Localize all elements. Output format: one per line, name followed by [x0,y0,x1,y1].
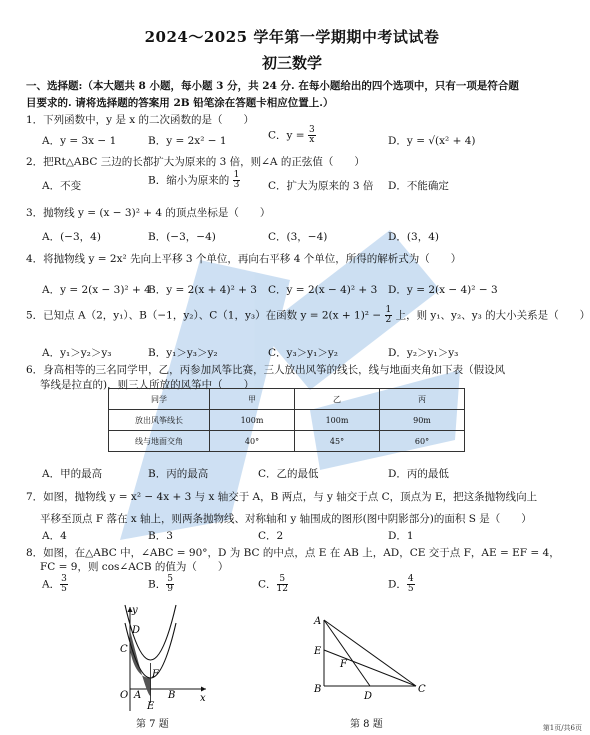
q8-option-d: D． $\frac{4}{5}$ [388,574,414,594]
segment-EC [324,650,416,686]
q6-stem-line1: 6．身高相等的三名同学甲，乙，丙参加风筝比赛，三人放出风筝的线长，线与地面夹角如下表（假设风 [26,364,506,376]
figure-7-parabolas [108,603,210,713]
label-A: A [134,690,142,701]
q4-stem: 4．将抛物线 y = 2x² 先向上平移 3 个单位，再向右平移 4 个单位，所得的解析式为（ ） [26,253,462,265]
q3-option-a: A．(−3，4) [42,231,101,243]
q1-option-b: B．y = 2x² − 1 [148,135,227,147]
q8-option-a: A． $\frac{3}{5}$ [42,574,67,594]
q1-option-c: C．y = $\frac{3}{x}$ [268,125,315,145]
q3-option-b: B．(−3，−4) [148,231,216,243]
x-axis-arrow-icon [201,687,206,692]
q3-option-c: C．(3，−4) [268,231,328,243]
label-F: F [152,669,159,680]
q2-option-d: D．不能确定 [388,180,449,192]
section-instructions-line1: 一、选择题:（本大题共 8 小题，每小题 3 分，共 24 分. 在每小题给出的四个选项中，只有一项是符合题 [26,80,519,92]
page-number: 第1页/共6页 [542,724,582,732]
q8-stem-line2: FC = 9，则 cos∠ACB 的值为（ ） [40,561,229,573]
q5-option-c: C．y₃＞y₁＞y₂ [268,347,338,359]
figure-8-caption: 第 8 题 [350,719,383,730]
q4-option-b: B．y = 2(x + 4)² + 3 [148,284,257,296]
q2-option-b: B．缩小为原来的 $\frac{1}{3}$ [148,170,240,190]
table-row: 同学 甲 乙 丙 [109,389,465,410]
label-E: E [314,646,322,657]
q3-stem: 3．抛物线 y = (x − 3)² + 4 的顶点坐标是（ ） [26,207,271,219]
q6-stem-line2: 筝线是拉直的)，则三人所放的风筝中（ ） [40,379,255,391]
exam-subtitle: 初三数学 [261,54,322,72]
q8-option-b: B． $\frac{5}{9}$ [148,574,173,594]
label-B: B [314,684,322,695]
q2-option-c: C．扩大为原来的 3 倍 [268,180,374,192]
label-B: B [168,690,176,701]
q6-option-d: D．丙的最低 [388,468,449,480]
label-C: C [418,684,426,695]
q6-option-a: A．甲的最高 [42,468,103,480]
table-row: 线与地面交角 40° 45° 60° [109,431,465,452]
q7-option-b: B．3 [148,530,173,542]
segment-AC [324,620,416,686]
q6-option-b: B．丙的最高 [148,468,209,480]
figure-8-triangle [312,610,428,704]
label-E: E [147,701,155,712]
q6-option-c: C．乙的最低 [258,468,319,480]
label-C: C [120,644,128,655]
q7-option-c: C．2 [258,530,284,542]
q4-option-d: D．y = 2(x − 4)² − 3 [388,284,498,296]
label-A: A [314,616,322,627]
q1-stem: 1．下列函数中，y 是 x 的二次函数的是（ ） [26,114,255,126]
label-F: F [340,659,347,670]
q1-option-d: D．y = √(x² + 4) [388,135,476,147]
q8-stem-line1: 8．如图，在△ABC 中，∠ABC = 90°，D 为 BC 的中点，点 E 在 AB 上，AD，CE 交于点 F，AE = EF = 4， [26,547,560,559]
q1-option-a: A．y = 3x − 1 [42,135,117,147]
shaded-region [130,630,151,696]
exam-title: 2024～2025 学年第一学期期中考试试卷 [144,28,440,46]
q5-option-d: D．y₂＞y₁＞y₃ [388,347,459,359]
q5-option-a: A．y₁＞y₂＞y₃ [42,347,112,359]
q7-stem-line2: 平移至顶点 F 落在 x 轴上，则两条抛物线、对称轴和 y 轴围成的图形(图中阴影部分)的面积 S 是（ ） [40,513,532,525]
label-O: O [120,690,129,701]
q2-option-a: A．不变 [42,180,82,192]
label-x: x [200,693,206,704]
q7-option-d: D．1 [388,530,414,542]
q4-option-c: C．y = 2(x − 4)² + 3 [268,284,378,296]
label-D: D [364,691,373,702]
q8-option-c: C． $\frac{5}{12}$ [258,574,288,594]
q4-option-a: A．y = 2(x − 3)² + 4 [42,284,151,296]
q5-stem: 5．已知点 A（2，y₁）、B（−1，y₂）、C（1，y₃）在函数 y = 2(x + 1)² − $\frac{1}{2}$ 上，则 y₁、y₂、y₃ 的大小关系是（ ） [26,305,590,325]
table-row: 放出风筝线长 100m 100m 90m [109,410,465,431]
q5-option-b: B．y₁＞y₃＞y₂ [148,347,218,359]
label-D: D [132,625,141,636]
kite-table [108,388,465,452]
label-y: y [132,605,138,616]
q7-stem-line1: 7．如图，抛物线 y = x² − 4x + 3 与 x 轴交于 A，B 两点，与 y 轴交于点 C，顶点为 E，把这条抛物线向上 [26,491,538,503]
q3-option-d: D．(3，4) [388,231,439,243]
q2-stem: 2．把Rt△ABC 三边的长都扩大为原来的 3 倍，则∠A 的正弦值（ ） [26,156,365,168]
section-instructions-line2: 目要求的. 请将选择题的答案用 2B 铅笔涂在答题卡相应位置上.） [26,97,334,109]
figure-7-caption: 第 7 题 [136,719,169,730]
q7-option-a: A．4 [42,530,67,542]
